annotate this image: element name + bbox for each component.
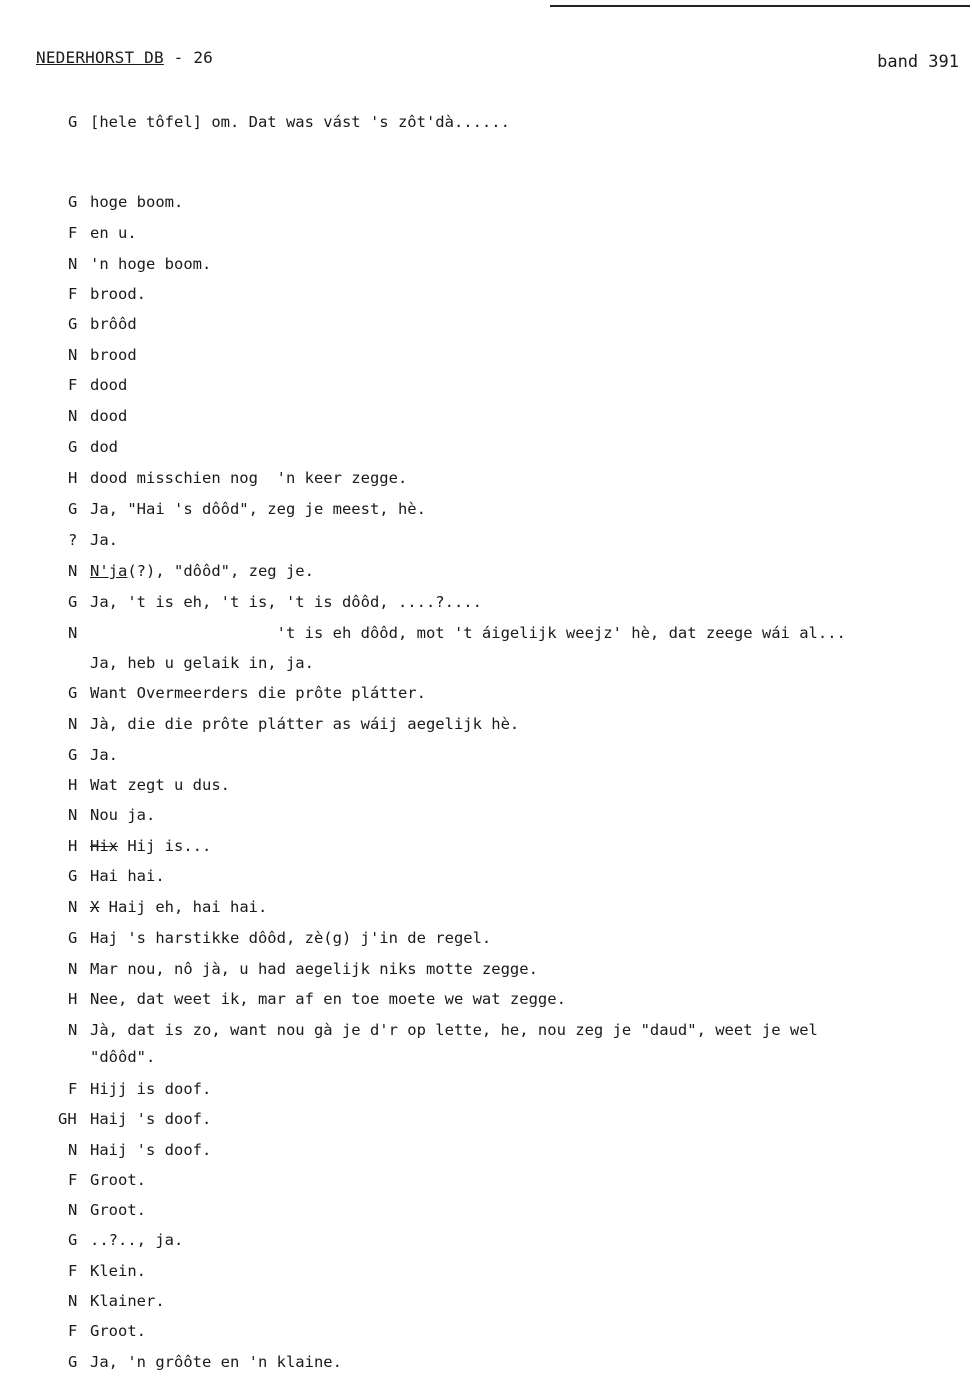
transcript-line	[68, 223, 137, 243]
transcript-line	[68, 254, 211, 274]
line-text: Haj 's harstikke dôôd, zè(g) j'in de regel.	[90, 929, 492, 947]
speaker-label: H	[68, 776, 78, 794]
speaker-label: G	[68, 113, 78, 131]
transcript-line	[68, 284, 146, 304]
transcript-line	[68, 805, 155, 825]
transcript-line	[68, 989, 566, 1009]
speaker-label: N	[68, 898, 78, 916]
transcript-line	[68, 192, 183, 212]
speaker-label: N	[68, 255, 78, 273]
line-text: Jà, die die prôte plátter as wáij aegelijk hè.	[90, 715, 520, 733]
transcript-line	[68, 1140, 211, 1160]
line-text: Klein.	[90, 1262, 146, 1280]
line-text: (?), "dôôd", zeg je.	[127, 562, 314, 580]
line-text: 't is eh dôôd, mot 't áigelijk weejz' hè, dat zeege wái al...	[90, 624, 846, 642]
title-main: NEDERHORST DB	[36, 48, 164, 67]
speaker-label: G	[68, 929, 78, 947]
transcript-line	[68, 959, 538, 979]
line-text: Nee, dat weet ik, mar af en toe moete we wat zegge.	[90, 990, 566, 1008]
speaker-label: G	[68, 500, 78, 518]
speaker-label: N	[68, 407, 78, 425]
speaker-label: N	[68, 715, 78, 733]
line-text: Ja.	[90, 746, 118, 764]
line-text: "dôôd".	[90, 1048, 156, 1066]
speaker-label: F	[68, 1262, 78, 1280]
speaker-label: G	[68, 593, 78, 611]
speaker-label: G	[68, 1353, 78, 1371]
speaker-label: H	[68, 469, 78, 487]
transcript-line	[68, 623, 846, 643]
transcript-line	[68, 653, 314, 673]
transcript-line	[68, 314, 137, 334]
line-text: brood.	[90, 285, 146, 303]
line-text: Ja, "Hai 's dôôd", zeg je meest, hè.	[90, 500, 426, 518]
speaker-label: F	[68, 1322, 78, 1340]
speaker-label: F	[68, 1080, 78, 1098]
transcript-line	[68, 866, 165, 886]
speaker-label: N	[68, 624, 78, 642]
line-text: dood	[90, 407, 128, 425]
transcript-line	[68, 437, 118, 457]
line-text: Hij is...	[118, 837, 212, 855]
line-text: Hai hai.	[90, 867, 165, 885]
line-text: Haij eh, hai hai.	[99, 898, 268, 916]
line-text: Want Overmeerders die prôte plátter.	[90, 684, 426, 702]
transcript-line	[68, 1230, 183, 1250]
line-text: Haij 's doof.	[90, 1110, 212, 1128]
line-text: brood	[90, 346, 137, 364]
transcript-line	[68, 1352, 342, 1372]
line-text: Ja, 't is eh, 't is, 't is dôôd, ....?....	[90, 593, 482, 611]
speaker-label: N	[68, 346, 78, 364]
transcript-line	[68, 775, 230, 795]
speaker-label: F	[68, 376, 78, 394]
speaker-label: H	[68, 837, 78, 855]
speaker-label: N	[68, 1021, 78, 1039]
line-text: [hele tôfel] om. Dat was vást 's zôt'dà......	[90, 113, 510, 131]
line-text-underlined: N'ja	[90, 562, 128, 580]
line-text: ..?.., ja.	[90, 1231, 184, 1249]
speaker-label: G	[68, 193, 78, 211]
transcript-line	[68, 1321, 146, 1341]
line-text: Groot.	[90, 1322, 146, 1340]
page-title	[36, 48, 213, 67]
line-text: dood misschien nog 'n keer zegge.	[90, 469, 408, 487]
transcript-line	[68, 683, 426, 703]
transcript-line	[68, 112, 510, 132]
speaker-label: F	[68, 285, 78, 303]
line-text: dood	[90, 376, 128, 394]
line-text: Hijj is doof.	[90, 1080, 212, 1098]
line-text: Ja, heb u gelaik in, ja.	[90, 654, 314, 672]
speaker-label: N	[68, 1292, 78, 1310]
line-text: Groot.	[90, 1171, 146, 1189]
speaker-label: G	[68, 746, 78, 764]
transcript-line	[68, 499, 426, 519]
line-text: dod	[90, 438, 118, 456]
speaker-label: N	[68, 806, 78, 824]
transcript-line	[68, 897, 267, 917]
transcript-line	[58, 1109, 212, 1129]
transcript-line	[68, 406, 127, 426]
transcript-line	[68, 1200, 146, 1220]
speaker-label: N	[68, 562, 78, 580]
transcript-line	[68, 1261, 146, 1281]
top-rule	[550, 5, 970, 7]
speaker-label: H	[68, 990, 78, 1008]
band-label: band 391	[877, 52, 959, 72]
line-text: Jà, dat is zo, want nou gà je d'r op lette, he, nou zeg je "daud", weet je wel	[90, 1021, 818, 1039]
line-text: Nou ja.	[90, 806, 156, 824]
transcript-line	[68, 561, 314, 581]
speaker-label: G	[68, 315, 78, 333]
speaker-label: G	[68, 438, 78, 456]
transcript-line	[68, 592, 482, 612]
line-text: 'n hoge boom.	[90, 255, 212, 273]
line-text: hoge boom.	[90, 193, 184, 211]
speaker-label: F	[68, 1171, 78, 1189]
line-text: Ja, 'n grôôte en 'n klaine.	[90, 1353, 342, 1371]
transcript-line	[68, 1170, 146, 1190]
speaker-label: N	[68, 1201, 78, 1219]
speaker-label: G	[68, 867, 78, 885]
speaker-label: G	[68, 1231, 78, 1249]
transcript-line	[68, 1020, 818, 1040]
line-text: en u.	[90, 224, 137, 242]
line-text-struck: Hix	[90, 837, 118, 855]
line-text: Wat zegt u dus.	[90, 776, 230, 794]
transcript-line	[68, 1047, 155, 1067]
line-text: Mar nou, nô jà, u had aegelijk niks motte zegge.	[90, 960, 538, 978]
title-suffix: - 26	[163, 48, 213, 67]
transcript-line	[68, 714, 519, 734]
line-text: Klainer.	[90, 1292, 165, 1310]
transcript-line	[68, 836, 211, 856]
transcript-line	[68, 928, 491, 948]
transcript-line	[68, 1079, 211, 1099]
speaker-label: GH	[58, 1110, 77, 1128]
speaker-label: F	[68, 224, 78, 242]
speaker-label: N	[68, 1141, 78, 1159]
line-text: Haij 's doof.	[90, 1141, 212, 1159]
transcript-line	[68, 375, 127, 395]
line-text: brôôd	[90, 315, 137, 333]
speaker-label: N	[68, 960, 78, 978]
line-text-struck: X	[90, 898, 100, 916]
speaker-label: ?	[68, 531, 78, 549]
transcript-line	[68, 1291, 165, 1311]
transcript-line	[68, 468, 407, 488]
line-text: Ja.	[90, 531, 118, 549]
transcript-line	[68, 530, 118, 550]
speaker-label: G	[68, 684, 78, 702]
line-text: Groot.	[90, 1201, 146, 1219]
transcript-line	[68, 745, 118, 765]
transcript-line	[68, 345, 137, 365]
